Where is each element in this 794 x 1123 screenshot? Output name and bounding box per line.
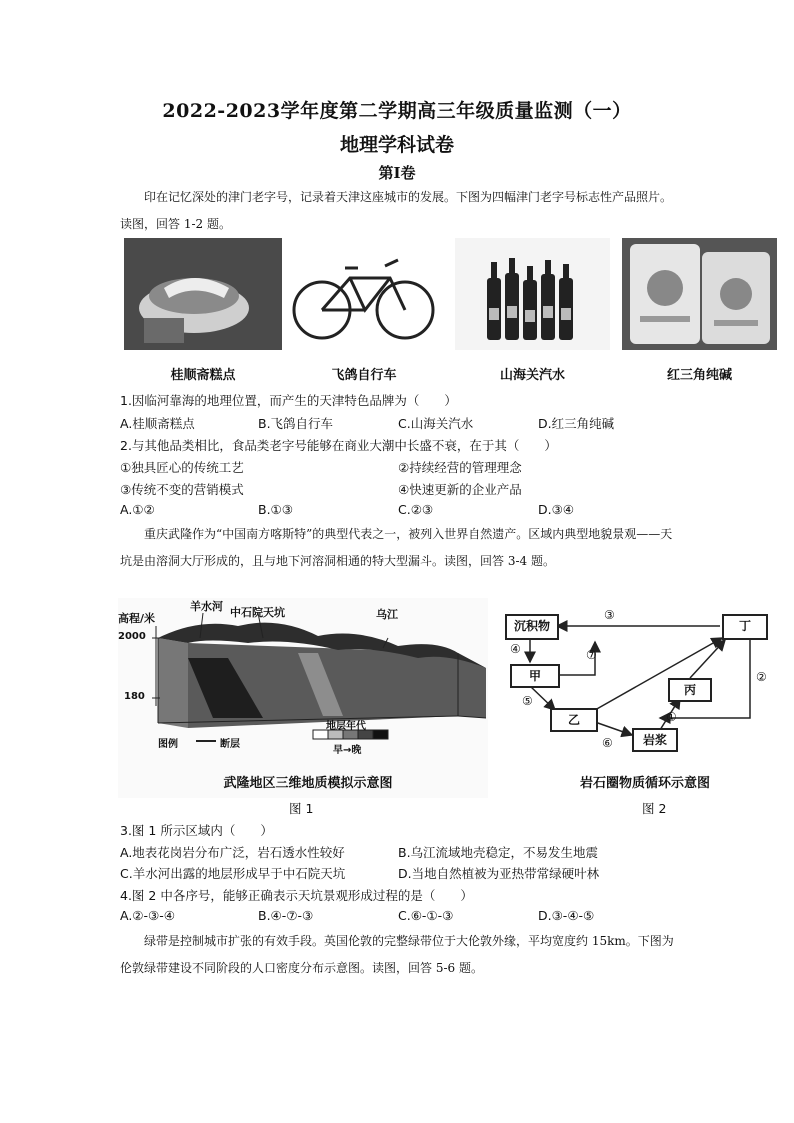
arrow-6-label: ⑥ — [602, 736, 613, 750]
box-jia: 甲 — [510, 664, 560, 688]
intro-paragraph-1: 印在记忆深处的津门老字号，记录着天津这座城市的发展。下图为四幅津门老字号标志性产品照片。读图，回答 1-2 题。 — [120, 190, 673, 231]
question-3-stem: 3.图 1 所示区域内（ ） — [120, 823, 273, 838]
photo-caption-2: 飞鸽自行车 — [331, 368, 397, 383]
q2-item-2: ②持续经营的管理理念 — [398, 460, 522, 475]
q2-option-a: A.①② — [120, 502, 155, 517]
q4-option-c: C.⑥-①-③ — [398, 908, 454, 923]
q2-option-c: C.②③ — [398, 502, 434, 517]
box-bing: 丙 — [668, 678, 712, 702]
q2-item-4: ④快速更新的企业产品 — [398, 482, 522, 497]
q1-option-b: B.飞鸽自行车 — [258, 416, 334, 431]
fig1-label-sinkhole: 中石院天坑 — [230, 606, 285, 619]
photo-caption-4: 红三角纯碱 — [666, 368, 732, 383]
q3-option-a: A.地表花岗岩分布广泛，岩石透水性较好 — [120, 845, 345, 860]
subject-title: 地理学科试卷 — [339, 134, 454, 156]
fig1-legend-strata: 地层年代 — [326, 721, 366, 732]
question-2-stem: 2.与其他品类相比，食品类老字号能够在商业大潮中长盛不衰，在于其（ ） — [120, 438, 557, 453]
exam-title: 2022-2023学年度第二学期高三年级质量监测（一） — [162, 100, 632, 122]
fig1-ytick-180: 180 — [124, 691, 145, 702]
box-yi: 乙 — [550, 708, 598, 732]
fig1-label: 图 1 — [289, 801, 314, 816]
photo-caption-1: 桂顺斋糕点 — [170, 368, 236, 383]
q4-option-d: D.③-④-⑤ — [538, 908, 595, 923]
q2-option-b: B.①③ — [258, 502, 293, 517]
pastry-photo — [124, 238, 282, 350]
fig1-ytick-2000: 2000 — [118, 631, 146, 642]
q3-option-b: B.乌江流域地壳稳定，不易发生地震 — [398, 845, 599, 860]
arrow-1-label: ① — [666, 710, 677, 724]
box-ding: 丁 — [722, 614, 768, 640]
arrow-5-label: ⑤ — [522, 694, 533, 708]
q2-item-3: ③传统不变的营销模式 — [120, 482, 244, 497]
q4-option-b: B.④-⑦-③ — [258, 908, 314, 923]
fig2-label: 图 2 — [642, 801, 667, 816]
fig1-label-yangshui: 羊水河 — [190, 600, 223, 613]
arrow-4-label: ④ — [510, 642, 521, 656]
q1-option-c: C.山海关汽水 — [398, 416, 474, 431]
question-4-stem: 4.图 2 中各序号，能够正确表示天坑景观形成过程的是（ ） — [120, 888, 473, 903]
arrow-3-label: ③ — [604, 608, 615, 622]
intro-paragraph-3: 绿带是控制城市扩张的有效手段。英国伦敦的完整绿带位于大伦敦外缘，平均宽度约 15km。下图为伦敦绿带建设不同阶段的人口密度分布示意图。读图，回答 5-6 题。 — [120, 934, 674, 975]
intro-paragraph-2: 重庆武隆作为“中国南方喀斯特”的典型代表之一，被列入世界自然遗产。区域内典型地貌景观——天坑是由溶洞大厅形成的，且与地下河溶洞相通的特大型漏斗。读图，回答 3-4 题。 — [120, 527, 673, 568]
q2-option-d: D.③④ — [538, 502, 575, 517]
fig1-label-wujiang: 乌江 — [376, 608, 398, 621]
soda-ash-bags-photo — [622, 238, 777, 350]
fig2-caption: 岩石圈物质循环示意图 — [579, 776, 710, 791]
question-1-stem: 1.因临河靠海的地理位置，而产生的天津特色品牌为（ ） — [120, 393, 457, 408]
figure-1-diagram — [118, 598, 488, 798]
arrow-2-label: ② — [756, 670, 767, 684]
fig1-ylabel: 高程/米 — [118, 612, 156, 625]
q4-option-a: A.②-③-④ — [120, 908, 175, 923]
bicycle-photo — [290, 238, 438, 350]
box-magma: 岩浆 — [632, 728, 678, 752]
q2-item-1: ①独具匠心的传统工艺 — [120, 460, 244, 475]
photo-caption-3: 山海关汽水 — [499, 368, 565, 383]
soda-bottles-photo — [455, 238, 610, 350]
q1-option-a: A.桂顺斋糕点 — [120, 416, 195, 431]
figure-2-diagram — [500, 600, 780, 770]
q3-option-c: C.羊水河出露的地层形成早于中石院天坑 — [120, 866, 346, 881]
fig1-caption: 武隆地区三维地质模拟示意图 — [223, 776, 393, 791]
arrow-7-label: ⑦ — [586, 648, 597, 662]
fig1-legend-title: 图例 — [158, 739, 178, 750]
fig1-legend-order: 早→晚 — [333, 745, 362, 756]
section-title: 第Ⅰ卷 — [378, 164, 416, 182]
fig1-legend-fault: 断层 — [220, 739, 240, 750]
box-sediment: 沉积物 — [505, 614, 559, 640]
q3-option-d: D.当地自然植被为亚热带常绿硬叶林 — [398, 866, 600, 881]
q1-option-d: D.红三角纯碱 — [538, 416, 615, 431]
